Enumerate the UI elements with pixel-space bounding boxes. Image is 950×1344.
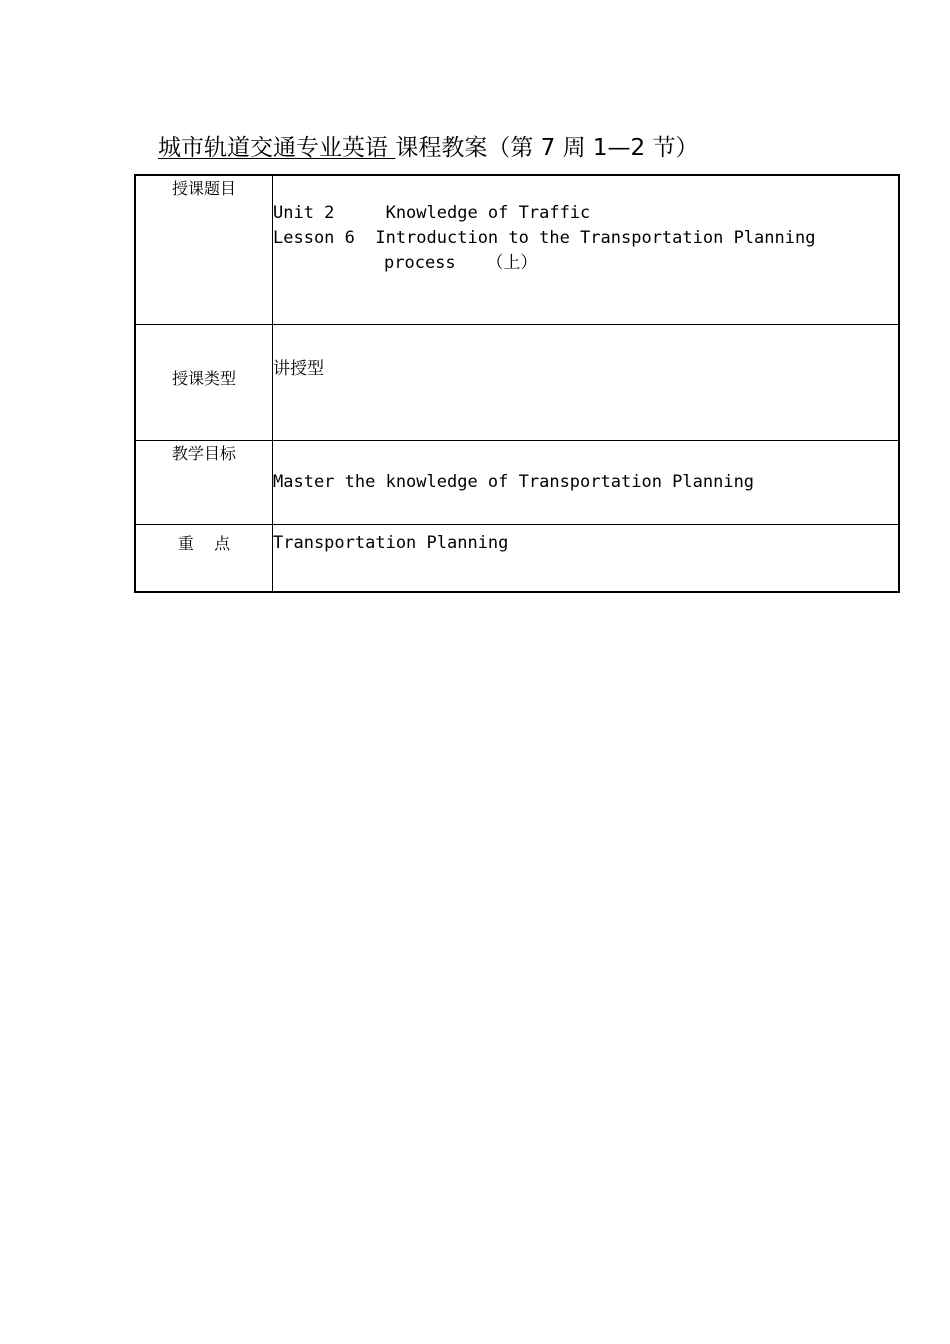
row-value-key-points bbox=[273, 525, 900, 593]
type-line: 讲授型 bbox=[273, 359, 324, 379]
lesson-plan-table bbox=[134, 174, 900, 593]
table-row bbox=[135, 525, 899, 593]
key-points-line: Transportation Planning bbox=[273, 533, 509, 553]
table-row bbox=[135, 441, 899, 525]
row-value-type bbox=[273, 325, 900, 441]
lesson-plan-heading: 课程教案（第 7 周 1—2 节） bbox=[395, 135, 699, 161]
table-row bbox=[135, 325, 899, 441]
row-label-objective: 教学目标 bbox=[135, 441, 273, 525]
topic-line-lesson: Lesson 6 Introduction to the Transportation Planning bbox=[273, 228, 816, 248]
row-label-type: 授课类型 bbox=[135, 325, 273, 441]
row-value-topic bbox=[273, 175, 900, 325]
row-label-topic: 授课题目 bbox=[135, 175, 273, 325]
course-name: 城市轨道交通专业英语 bbox=[158, 135, 396, 161]
key-points-label-text: 重 点 bbox=[177, 534, 231, 553]
page-title bbox=[158, 130, 918, 166]
row-label-key-points bbox=[135, 525, 273, 593]
topic-line-continuation: process （上） bbox=[384, 253, 538, 273]
objective-line: Master the knowledge of Transportation Planning bbox=[273, 472, 755, 492]
topic-line-unit: Unit 2 Knowledge of Traffic bbox=[273, 203, 591, 223]
table-row bbox=[135, 175, 899, 325]
row-value-objective bbox=[273, 441, 900, 525]
